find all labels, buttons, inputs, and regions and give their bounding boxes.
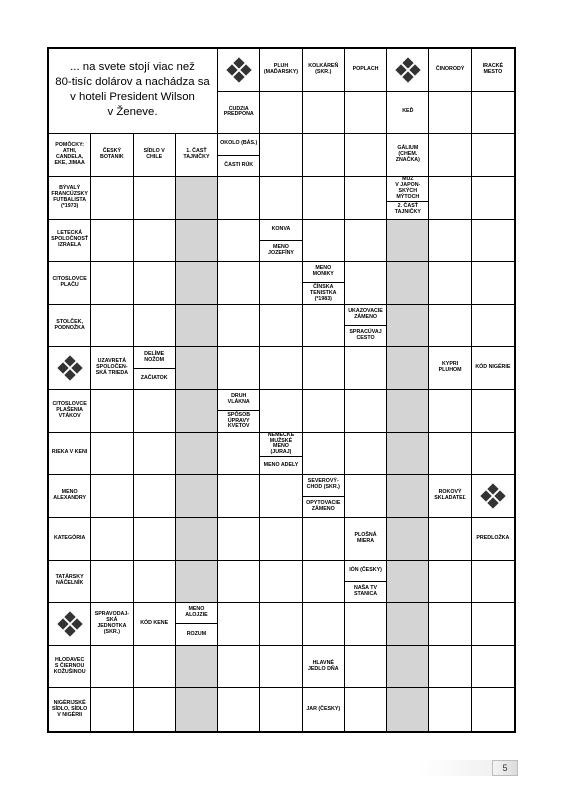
answer-cell[interactable] xyxy=(260,390,302,433)
answer-cell[interactable] xyxy=(91,433,133,476)
answer-cell[interactable] xyxy=(303,561,345,604)
answer-cell-highlighted[interactable] xyxy=(387,305,429,348)
answer-cell[interactable] xyxy=(472,688,514,731)
clue-cell xyxy=(303,49,345,92)
answer-cell[interactable] xyxy=(218,603,260,646)
answer-cell[interactable] xyxy=(303,390,345,433)
answer-cell[interactable] xyxy=(345,177,387,220)
answer-cell[interactable] xyxy=(472,305,514,348)
clue-text: UKAZOVACIE ZÁMENO xyxy=(348,307,383,320)
clue-text: ČÍNSKA TENISTKA (*1983) xyxy=(303,282,344,303)
footer-bar xyxy=(420,760,492,776)
answer-cell-highlighted[interactable] xyxy=(387,603,429,646)
clue-cell xyxy=(345,305,387,348)
answer-cell-highlighted[interactable] xyxy=(387,518,429,561)
puzzle-quote: ... na svete stojí viac než 80-tisíc dolárov a nachádza sa v hoteli President Wilson v Ženeve. xyxy=(55,61,210,118)
clue-text: MUŽ V JAPON- SKÝCH MÝTOCH xyxy=(395,176,421,200)
answer-cell[interactable] xyxy=(472,134,514,177)
answer-cell[interactable] xyxy=(472,92,514,135)
clue-cell xyxy=(303,475,345,518)
answer-cell-highlighted[interactable] xyxy=(387,347,429,390)
clue-text: IRACKÉ MESTO xyxy=(482,62,504,75)
clue-text: MENO ADELY xyxy=(260,456,301,474)
answer-cell[interactable] xyxy=(218,347,260,390)
answer-cell[interactable] xyxy=(260,688,302,731)
clue-text: NAŠA TV STANICA xyxy=(345,581,386,602)
answer-cell[interactable] xyxy=(91,646,133,689)
answer-cell[interactable] xyxy=(91,262,133,305)
answer-cell-highlighted[interactable] xyxy=(387,561,429,604)
answer-cell[interactable] xyxy=(345,262,387,305)
answer-cell[interactable] xyxy=(345,475,387,518)
answer-cell[interactable] xyxy=(429,177,471,220)
answer-cell[interactable] xyxy=(260,92,302,135)
clue-text: MENO MONIKY xyxy=(312,265,334,278)
clue-cell xyxy=(345,49,387,92)
answer-cell-highlighted[interactable] xyxy=(176,220,218,263)
answer-cell[interactable] xyxy=(472,603,514,646)
answer-cell-highlighted[interactable] xyxy=(387,390,429,433)
answer-cell-highlighted[interactable] xyxy=(176,688,218,731)
answer-cell[interactable] xyxy=(472,220,514,263)
diamond-ornament-icon xyxy=(49,603,91,646)
clue-text: KEĎ xyxy=(402,108,414,115)
clue-text: ČASTI RÚK xyxy=(218,155,259,176)
clue-text: IÓN (ČESKY) xyxy=(349,566,382,573)
clue-cell xyxy=(134,134,176,177)
clue-text: MENO JOZEFÍNY xyxy=(260,240,301,261)
clue-cell xyxy=(49,646,91,689)
answer-cell[interactable] xyxy=(429,305,471,348)
clue-text: NIGÉRIJSKÉ SÍDLO, SÍDLO V NIGÉRII xyxy=(51,699,88,718)
clue-cell xyxy=(387,134,429,177)
answer-cell-highlighted[interactable] xyxy=(387,475,429,518)
answer-cell[interactable] xyxy=(218,518,260,561)
clue-text: LETECKÁ SPOLOČNOSŤ IZRAELA xyxy=(51,230,89,249)
diamond-ornament-icon xyxy=(387,49,429,92)
answer-cell[interactable] xyxy=(91,475,133,518)
answer-cell[interactable] xyxy=(91,561,133,604)
clue-cell xyxy=(176,603,218,646)
clue-text: MENO ALOJZIE xyxy=(185,606,208,619)
clue-text: OKOLO (BÁS.) xyxy=(220,140,258,147)
answer-cell[interactable] xyxy=(345,220,387,263)
clue-cell xyxy=(260,220,302,263)
clue-cell xyxy=(49,433,91,476)
clue-text: ROKOVÝ SKLADATEĽ xyxy=(434,489,466,502)
clue-text: KOLKÁREŇ (SKR.) xyxy=(308,62,339,75)
clue-cell xyxy=(91,347,133,390)
answer-cell[interactable] xyxy=(303,433,345,476)
clue-cell xyxy=(260,433,302,476)
clue-text: SÍDLO V CHILE xyxy=(143,148,165,161)
answer-cell[interactable] xyxy=(472,390,514,433)
answer-cell[interactable] xyxy=(472,177,514,220)
clue-cell xyxy=(345,518,387,561)
clue-cell xyxy=(49,262,91,305)
answer-cell-highlighted[interactable] xyxy=(176,305,218,348)
answer-cell[interactable] xyxy=(472,262,514,305)
clue-cell xyxy=(49,688,91,731)
clue-text: KATEGÓRIA xyxy=(53,534,86,541)
diamond-ornament-icon xyxy=(472,475,514,518)
clue-text: SEVEROVÝ- CHOD (SKR.) xyxy=(306,478,340,491)
answer-cell-highlighted[interactable] xyxy=(176,347,218,390)
clue-cell xyxy=(49,475,91,518)
clue-text: RIEKA V KENI xyxy=(51,449,88,456)
answer-cell[interactable] xyxy=(303,177,345,220)
clue-text: JAR (ČESKY) xyxy=(306,705,341,712)
clue-cell xyxy=(472,518,514,561)
clue-text: UZAVRETÁ SPOLOČEN- SKÁ TRIEDA xyxy=(95,358,129,377)
clue-cell xyxy=(49,390,91,433)
clue-cell xyxy=(429,475,471,518)
clue-text: HLODAVEC S ČIERNOU KOŽUŠINOU xyxy=(53,656,86,675)
answer-cell[interactable] xyxy=(345,603,387,646)
clue-text: CUDZIA PREDPONA xyxy=(223,105,254,118)
answer-cell[interactable] xyxy=(91,177,133,220)
clue-cell xyxy=(303,688,345,731)
answer-cell[interactable] xyxy=(429,518,471,561)
clue-text: TATÁRSKY NÁČELNÍK xyxy=(55,574,84,587)
answer-cell[interactable] xyxy=(134,518,176,561)
answer-cell-highlighted[interactable] xyxy=(387,433,429,476)
clue-text: KÓD KENE xyxy=(140,619,169,626)
answer-cell[interactable] xyxy=(429,561,471,604)
answer-cell[interactable] xyxy=(303,134,345,177)
clue-cell xyxy=(387,92,429,135)
clue-cell xyxy=(218,390,260,433)
answer-cell-highlighted[interactable] xyxy=(176,646,218,689)
answer-cell[interactable] xyxy=(429,603,471,646)
clue-cell xyxy=(218,134,260,177)
answer-cell[interactable] xyxy=(345,646,387,689)
answer-cell[interactable] xyxy=(260,305,302,348)
answer-cell[interactable] xyxy=(260,646,302,689)
answer-cell[interactable] xyxy=(260,262,302,305)
clue-text: OPYTOVACIE ZÁMENO xyxy=(303,496,344,517)
answer-cell[interactable] xyxy=(260,134,302,177)
clue-cell xyxy=(49,561,91,604)
answer-cell-highlighted[interactable] xyxy=(176,433,218,476)
answer-cell[interactable] xyxy=(134,688,176,731)
answer-cell[interactable] xyxy=(429,220,471,263)
clue-text: SPRAVODAJ- SKÁ JEDNOTKA (SKR.) xyxy=(94,611,130,635)
answer-cell[interactable] xyxy=(429,646,471,689)
clue-cell xyxy=(134,347,176,390)
clue-text: ČINORODÝ xyxy=(435,65,465,72)
clue-cell xyxy=(387,177,429,220)
quote-cell xyxy=(49,49,218,134)
diamond-ornament-icon xyxy=(49,347,91,390)
clue-text: POMÔCKY: ATHI, CANDELA, EKE, JIMAA xyxy=(54,142,85,166)
answer-cell-highlighted[interactable] xyxy=(176,518,218,561)
clue-cell xyxy=(303,262,345,305)
answer-cell[interactable] xyxy=(134,646,176,689)
clue-cell xyxy=(345,561,387,604)
answer-cell[interactable] xyxy=(134,220,176,263)
answer-cell[interactable] xyxy=(345,92,387,135)
clue-text: MENO ALEXANDRY xyxy=(53,489,87,502)
answer-cell-highlighted[interactable] xyxy=(176,475,218,518)
clue-text: DRUH VLÁKNA xyxy=(227,393,250,406)
answer-cell-highlighted[interactable] xyxy=(387,262,429,305)
clue-text: STOLČEK, PODNOŽKA xyxy=(54,318,85,331)
clue-cell xyxy=(49,518,91,561)
clue-text: PREDLOŽKA xyxy=(476,534,510,541)
clue-cell xyxy=(303,646,345,689)
clue-text: ROZUM xyxy=(176,623,217,644)
answer-cell[interactable] xyxy=(260,561,302,604)
answer-cell[interactable] xyxy=(218,475,260,518)
answer-cell[interactable] xyxy=(218,220,260,263)
answer-cell[interactable] xyxy=(218,561,260,604)
clue-cell xyxy=(91,603,133,646)
answer-cell[interactable] xyxy=(303,92,345,135)
answer-cell[interactable] xyxy=(345,688,387,731)
answer-cell[interactable] xyxy=(472,646,514,689)
answer-cell[interactable] xyxy=(303,305,345,348)
clue-cell xyxy=(472,347,514,390)
answer-cell[interactable] xyxy=(429,92,471,135)
answer-cell[interactable] xyxy=(260,603,302,646)
page-number: 5 xyxy=(492,760,518,776)
clue-text: SPRACÚVAJ CESTO xyxy=(345,325,386,346)
clue-cell xyxy=(49,177,91,220)
clue-text: KÓD NIGÉRIE xyxy=(475,364,511,371)
clue-text: BÝVALÝ FRANCÚZSKY FUTBALISTA (*1973) xyxy=(51,184,88,209)
answer-cell[interactable] xyxy=(134,475,176,518)
answer-cell-highlighted[interactable] xyxy=(176,390,218,433)
answer-cell[interactable] xyxy=(134,177,176,220)
answer-cell[interactable] xyxy=(218,305,260,348)
answer-cell[interactable] xyxy=(134,390,176,433)
clue-text: 1. ČASŤ TAJNIČKY xyxy=(183,148,210,161)
clue-text: CITOSLOVCE PLAŠENIA VTÁKOV xyxy=(52,400,87,419)
answer-cell[interactable] xyxy=(345,433,387,476)
clue-text: GÁLIUM (CHEM. ZNAČKA) xyxy=(395,145,420,164)
answer-cell-highlighted[interactable] xyxy=(387,646,429,689)
clue-cell xyxy=(49,220,91,263)
clue-text: SPÔSOB ÚPRAVY KVETOV xyxy=(218,410,259,431)
clue-cell xyxy=(134,603,176,646)
answer-cell[interactable] xyxy=(134,305,176,348)
clue-cell xyxy=(91,134,133,177)
clue-text: KYPRI PLUHOM xyxy=(438,361,462,374)
answer-cell[interactable] xyxy=(429,433,471,476)
answer-cell[interactable] xyxy=(218,262,260,305)
clue-text: HLAVNÉ JEDLO DŇA xyxy=(307,659,339,672)
answer-cell[interactable] xyxy=(91,390,133,433)
answer-cell-highlighted[interactable] xyxy=(387,688,429,731)
answer-cell[interactable] xyxy=(345,134,387,177)
clue-cell xyxy=(429,347,471,390)
answer-cell-highlighted[interactable] xyxy=(387,220,429,263)
clue-text: PLUH (MAĎARSKY) xyxy=(263,62,299,75)
clue-text: PLOŠNÁ MIERA xyxy=(354,531,377,544)
clue-cell xyxy=(49,134,91,177)
clue-cell xyxy=(260,49,302,92)
answer-cell[interactable] xyxy=(91,518,133,561)
answer-cell[interactable] xyxy=(260,475,302,518)
answer-cell[interactable] xyxy=(429,262,471,305)
clue-cell xyxy=(176,134,218,177)
answer-cell[interactable] xyxy=(429,390,471,433)
clue-cell xyxy=(472,49,514,92)
answer-cell[interactable] xyxy=(303,603,345,646)
clue-text: NEMECKÉ MUŽSKÉ MENO (JURAJ) xyxy=(267,432,295,456)
answer-cell[interactable] xyxy=(134,262,176,305)
answer-cell[interactable] xyxy=(260,347,302,390)
answer-cell-highlighted[interactable] xyxy=(176,561,218,604)
clue-text: CITOSLOVCE PLAČU xyxy=(52,276,87,288)
answer-cell[interactable] xyxy=(303,347,345,390)
answer-cell[interactable] xyxy=(91,220,133,263)
clue-text: DELÍME NOŽOM xyxy=(144,350,165,363)
answer-cell-highlighted[interactable] xyxy=(176,262,218,305)
clue-cell xyxy=(218,92,260,135)
clue-text: ČESKÝ BOTANIK xyxy=(100,148,124,161)
answer-cell[interactable] xyxy=(472,561,514,604)
answer-cell[interactable] xyxy=(134,433,176,476)
answer-cell[interactable] xyxy=(218,433,260,476)
answer-cell[interactable] xyxy=(218,646,260,689)
answer-cell[interactable] xyxy=(429,134,471,177)
answer-cell[interactable] xyxy=(91,688,133,731)
answer-cell[interactable] xyxy=(218,177,260,220)
crossword-grid xyxy=(47,47,516,733)
answer-cell[interactable] xyxy=(472,433,514,476)
answer-cell[interactable] xyxy=(260,518,302,561)
diamond-ornament-icon xyxy=(218,49,260,92)
answer-cell[interactable] xyxy=(345,347,387,390)
answer-cell[interactable] xyxy=(260,177,302,220)
answer-cell[interactable] xyxy=(345,390,387,433)
answer-cell[interactable] xyxy=(91,305,133,348)
answer-cell-highlighted[interactable] xyxy=(176,177,218,220)
answer-cell[interactable] xyxy=(218,688,260,731)
answer-cell[interactable] xyxy=(429,688,471,731)
clue-text: ZAČIATOK xyxy=(134,368,175,389)
clue-text: POPLACH xyxy=(352,65,379,72)
clue-text: 2. ČASŤ TAJNIČKY xyxy=(387,201,428,219)
clue-text: KONVA xyxy=(271,225,291,232)
clue-cell xyxy=(429,49,471,92)
clue-cell xyxy=(49,305,91,348)
answer-cell[interactable] xyxy=(134,561,176,604)
answer-cell[interactable] xyxy=(303,220,345,263)
answer-cell[interactable] xyxy=(303,518,345,561)
